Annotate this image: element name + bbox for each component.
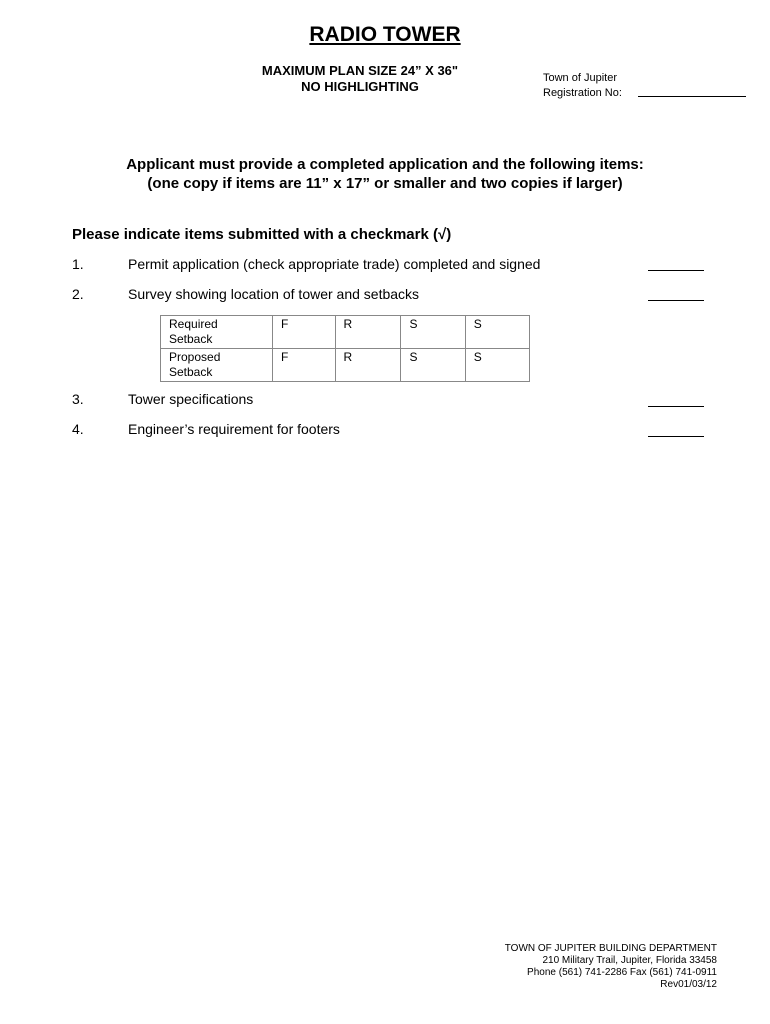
no-highlighting-line: NO HIGHLIGHTING <box>301 79 419 94</box>
plan-size-note <box>240 63 480 95</box>
item-number: 1. <box>72 256 84 272</box>
front-cell[interactable]: F <box>273 349 336 382</box>
department-name: TOWN OF JUPITER BUILDING DEPARTMENT <box>504 943 717 954</box>
row-label-line: Required <box>169 317 218 331</box>
revision-label: Rev01/03/12 <box>660 979 717 990</box>
side-cell[interactable]: S <box>465 349 529 382</box>
item-number: 2. <box>72 286 84 302</box>
checkmark-instruction: Please indicate items submitted with a checkmark (√) <box>72 226 452 243</box>
rear-cell[interactable]: R <box>335 316 401 349</box>
item-3-check-line[interactable] <box>648 406 704 407</box>
registration-label: Registration No: <box>543 87 622 99</box>
table-row <box>161 316 530 349</box>
side-cell[interactable]: S <box>465 316 529 349</box>
rear-cell[interactable]: R <box>335 349 401 382</box>
side-cell[interactable]: S <box>401 316 465 349</box>
registration-number-field[interactable] <box>638 96 746 97</box>
plan-size-line: MAXIMUM PLAN SIZE 24” X 36" <box>261 63 459 78</box>
item-2-check-line[interactable] <box>648 300 704 301</box>
item-number: 3. <box>72 391 84 407</box>
instructions <box>0 155 770 193</box>
department-address: 210 Military Trail, Jupiter, Florida 33458 <box>542 955 717 966</box>
row-label <box>161 349 273 382</box>
item-text: Engineer’s requirement for footers <box>128 421 340 437</box>
town-label: Town of Jupiter <box>543 72 617 84</box>
item-4-check-line[interactable] <box>648 436 704 437</box>
row-label-line: Setback <box>169 332 213 346</box>
instructions-line-1: Applicant must provide a completed application and the following items: <box>126 156 644 173</box>
registration-block <box>543 71 622 101</box>
page-title: RADIO TOWER <box>309 23 461 46</box>
department-footer <box>505 943 717 991</box>
table-row <box>161 349 530 382</box>
row-label <box>161 316 273 349</box>
item-text: Tower specifications <box>128 391 254 407</box>
row-label-line: Proposed <box>169 350 221 364</box>
row-label-line: Setback <box>169 365 213 379</box>
front-cell[interactable]: F <box>273 316 336 349</box>
item-text: Permit application (check appropriate trade) completed and signed <box>128 256 541 272</box>
side-cell[interactable]: S <box>401 349 465 382</box>
department-phone: Phone (561) 741-2286 Fax (561) 741-0911 <box>527 967 717 978</box>
setback-table <box>160 315 530 382</box>
item-number: 4. <box>72 421 84 437</box>
item-1-check-line[interactable] <box>648 270 704 271</box>
instructions-line-2: (one copy if items are 11” x 17” or smaller and two copies if larger) <box>147 175 623 192</box>
item-text: Survey showing location of tower and setbacks <box>128 286 420 302</box>
